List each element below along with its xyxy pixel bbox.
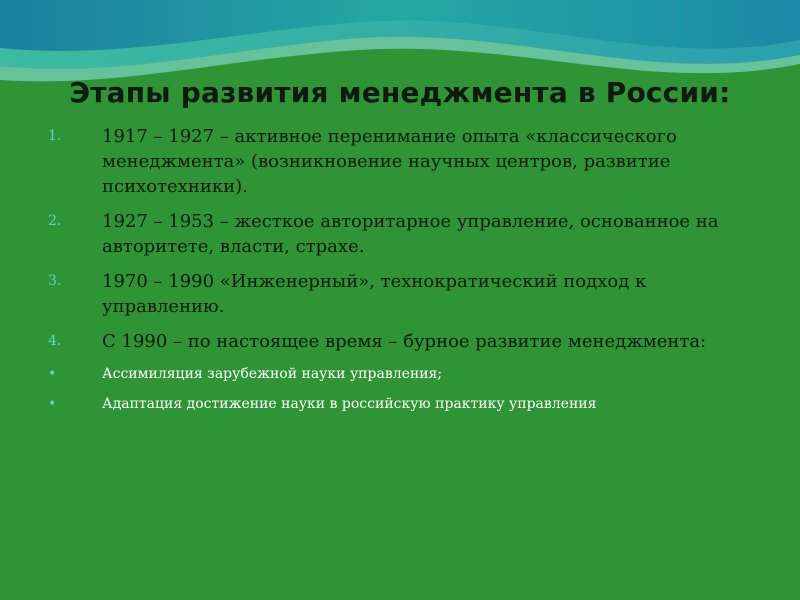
list-item	[40, 124, 760, 199]
list-item-text: 1927 – 1953 – жесткое авторитарное управление, основанное на авторитете, власти, страхе.	[102, 211, 719, 257]
list-item	[40, 329, 760, 354]
list-number: 1.	[48, 128, 62, 144]
list-number: 3.	[48, 273, 62, 289]
list-item-text: 1917 – 1927 – активное перенимание опыта «классического менеджмента» (возникновение научных центров, развитие психотехники).	[102, 126, 677, 197]
list-item-text: 1970 – 1990 «Инженерный», технократический подход к управлению.	[102, 271, 647, 317]
content-list	[40, 124, 760, 424]
bullet-marker: •	[48, 366, 57, 382]
bullet-marker: •	[48, 396, 57, 412]
list-number: 2.	[48, 213, 62, 229]
list-number: 4.	[48, 333, 62, 349]
list-item-text: С 1990 – по настоящее время – бурное развитие менеджмента:	[102, 331, 707, 352]
bullet-item	[40, 394, 760, 414]
bullet-item-text: Адаптация достижение науки в российскую практику управления	[102, 396, 597, 412]
list-item	[40, 269, 760, 319]
bullet-item-text: Ассимиляция зарубежной науки управления;	[102, 366, 443, 382]
slide-title: Этапы развития менеджмента в России:	[69, 76, 731, 109]
list-item	[40, 209, 760, 259]
bullet-item	[40, 364, 760, 384]
